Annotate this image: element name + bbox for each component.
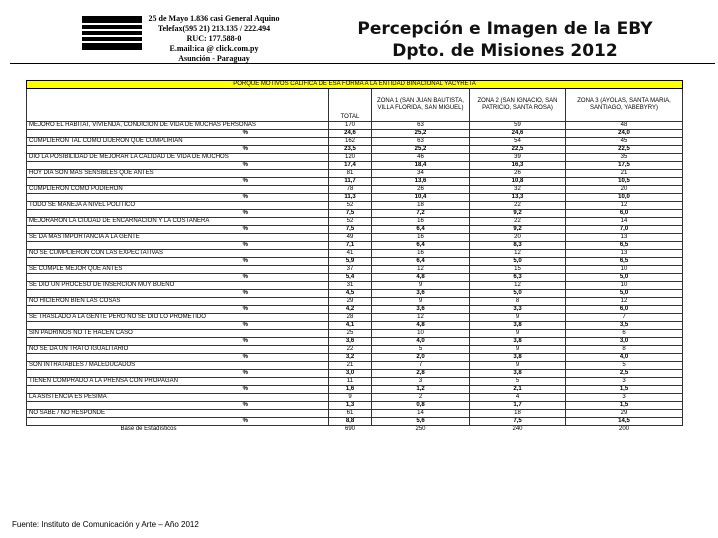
percent-cell: 3,3 <box>470 306 566 314</box>
percent-cell: 7,0 <box>566 226 683 234</box>
table-row <box>27 250 683 258</box>
count-cell: 78 <box>329 186 372 194</box>
row-label: CUMPLIERON TAL COMO DIJERON QUE CUMPLIRIAN <box>27 138 329 146</box>
row-label: SE DIO UN PROCESO DE INSERCION MUY BUENO <box>27 282 329 290</box>
count-cell: 10 <box>566 282 683 290</box>
percent-cell: 1,2 <box>372 386 470 394</box>
percent-cell: 22,5 <box>566 146 683 154</box>
title-line-1: Percepción e Imagen de la EBY <box>357 19 653 39</box>
count-cell: 35 <box>566 154 683 162</box>
table-row <box>27 122 683 130</box>
percent-cell: 13,6 <box>372 178 470 186</box>
count-cell: 45 <box>566 138 683 146</box>
title-line-2: Dpto. de Misiones 2012 <box>392 41 618 61</box>
row-label: NO HICIERON BIEN LAS COSAS <box>27 298 329 306</box>
percent-cell: 4,0 <box>566 354 683 362</box>
count-cell: 3 <box>566 378 683 386</box>
percent-cell: 4,8 <box>372 274 470 282</box>
header-empty-cell <box>27 89 329 122</box>
percent-cell: 9,2 <box>470 226 566 234</box>
count-cell: 61 <box>329 410 372 418</box>
count-cell: 46 <box>372 154 470 162</box>
count-cell: 22 <box>470 202 566 210</box>
row-label: NO SE DA UN TRATO IGUALITARIO <box>27 346 329 354</box>
table-row-percent <box>27 386 683 394</box>
table-row-percent <box>27 146 683 154</box>
count-cell: 59 <box>470 122 566 130</box>
table-banner: PORQUE MOTIVOS CALIFICA DE ESA FORMA A LA ENTIDAD BINACIONAL YACYRETA <box>27 81 683 89</box>
percent-cell: 5,4 <box>329 274 372 282</box>
count-cell: 20 <box>470 234 566 242</box>
table-row <box>27 346 683 354</box>
table-row <box>27 170 683 178</box>
count-cell: 20 <box>566 186 683 194</box>
percent-label: % <box>27 194 329 202</box>
row-label: NO SE CUMPLIERON CON LAS EXPECTATIVAS <box>27 250 329 258</box>
percent-cell: 6,4 <box>372 226 470 234</box>
table-row <box>27 394 683 402</box>
percent-cell: 4,0 <box>372 338 470 346</box>
percent-cell: 2,5 <box>566 370 683 378</box>
count-cell: 22 <box>470 218 566 226</box>
count-cell: 49 <box>329 234 372 242</box>
contact-city: Asunción - Paraguay <box>178 54 250 63</box>
count-cell: 9 <box>470 362 566 370</box>
percent-cell: 2,0 <box>372 354 470 362</box>
count-cell: 8 <box>566 346 683 354</box>
table-header-row <box>27 89 683 122</box>
table-row-percent <box>27 338 683 346</box>
table-row-percent <box>27 258 683 266</box>
count-cell: 12 <box>470 282 566 290</box>
percent-cell: 17,5 <box>566 162 683 170</box>
count-cell: 21 <box>329 362 372 370</box>
count-cell: 9 <box>470 346 566 354</box>
count-cell: 4 <box>470 394 566 402</box>
count-cell: 29 <box>329 298 372 306</box>
ica-logo <box>82 14 142 52</box>
count-cell: 14 <box>566 218 683 226</box>
table-row <box>27 298 683 306</box>
percent-cell: 5,0 <box>470 258 566 266</box>
table-row-percent <box>27 306 683 314</box>
percent-cell: 7,5 <box>470 418 566 426</box>
table-row-percent <box>27 130 683 138</box>
count-cell: 12 <box>372 314 470 322</box>
percent-cell: 6,3 <box>470 274 566 282</box>
count-cell: 48 <box>566 122 683 130</box>
table-row <box>27 410 683 418</box>
column-header-zona-1: ZONA 1 (SAN JUAN BAUTISTA, VILLA FLORIDA, SAN MIGUEL) <box>372 89 470 122</box>
count-cell: 5 <box>566 362 683 370</box>
count-cell: 16 <box>372 234 470 242</box>
count-cell: 170 <box>329 122 372 130</box>
count-cell: 18 <box>470 410 566 418</box>
percent-cell: 14,5 <box>566 418 683 426</box>
count-cell: 34 <box>372 170 470 178</box>
count-cell: 9 <box>470 330 566 338</box>
count-cell: 31 <box>329 282 372 290</box>
table-row-percent <box>27 402 683 410</box>
percent-cell: 10,5 <box>566 178 683 186</box>
count-cell: 22 <box>329 346 372 354</box>
count-cell: 13 <box>566 250 683 258</box>
count-cell: 54 <box>470 138 566 146</box>
count-cell: 41 <box>329 250 372 258</box>
table-row <box>27 218 683 226</box>
table-row-percent <box>27 226 683 234</box>
count-cell: 6 <box>566 330 683 338</box>
row-label: DIO LA POSIBILIDAD DE MEJORAR LA CALIDAD DE VIDA DE MUCHOS <box>27 154 329 162</box>
count-cell: 14 <box>372 410 470 418</box>
percent-cell: 10,4 <box>372 194 470 202</box>
table-row <box>27 202 683 210</box>
count-cell: 3 <box>372 378 470 386</box>
percent-cell: 22,5 <box>470 146 566 154</box>
percent-cell: 7,5 <box>329 210 372 218</box>
table-row-percent <box>27 242 683 250</box>
table-row <box>27 362 683 370</box>
percent-cell: 7,2 <box>372 210 470 218</box>
count-cell: 120 <box>329 154 372 162</box>
count-cell: 26 <box>372 186 470 194</box>
percent-cell: 10,0 <box>566 194 683 202</box>
count-cell: 9 <box>470 314 566 322</box>
count-cell: 21 <box>566 170 683 178</box>
count-cell: 13 <box>566 234 683 242</box>
base-cell: 200 <box>619 426 630 433</box>
percent-cell: 5,9 <box>329 258 372 266</box>
base-cell: 250 <box>415 426 426 433</box>
count-cell: 9 <box>329 394 372 402</box>
percent-cell: 5,0 <box>566 274 683 282</box>
percent-cell: 4,5 <box>329 290 372 298</box>
percent-label: % <box>27 322 329 330</box>
count-cell: 29 <box>566 410 683 418</box>
percent-cell: 25,2 <box>372 130 470 138</box>
count-cell: 11 <box>329 378 372 386</box>
percent-cell: 11,3 <box>329 194 372 202</box>
table-row-percent <box>27 322 683 330</box>
percent-label: % <box>27 338 329 346</box>
contact-block <box>144 14 284 64</box>
count-cell: 5 <box>372 346 470 354</box>
percent-label: % <box>27 370 329 378</box>
percent-cell: 1,5 <box>566 402 683 410</box>
count-cell: 52 <box>329 202 372 210</box>
page-title <box>300 18 710 62</box>
table-row-percent <box>27 162 683 170</box>
percent-cell: 3,8 <box>470 370 566 378</box>
percent-label: % <box>27 210 329 218</box>
column-header-zona-3: ZONA 3 (AYOLAS, SANTA MARIA, SANTIAGO, YABEBYRY) <box>566 89 683 122</box>
table-row-percent <box>27 274 683 282</box>
count-cell: 9 <box>372 282 470 290</box>
percent-label: % <box>27 162 329 170</box>
percent-label: % <box>27 386 329 394</box>
percent-cell: 18,4 <box>372 162 470 170</box>
count-cell: 25 <box>329 330 372 338</box>
results-table <box>26 80 683 433</box>
table-row <box>27 138 683 146</box>
count-cell: 5 <box>470 378 566 386</box>
percent-cell: 4,8 <box>372 322 470 330</box>
header-divider <box>10 63 715 64</box>
count-cell: 32 <box>470 186 566 194</box>
count-cell: 2 <box>372 394 470 402</box>
percent-cell: 0,8 <box>372 402 470 410</box>
count-cell: 3 <box>566 394 683 402</box>
percent-label: % <box>27 402 329 410</box>
count-cell: 28 <box>329 314 372 322</box>
base-row <box>27 426 683 434</box>
percent-cell: 3,8 <box>470 354 566 362</box>
count-cell: 12 <box>372 266 470 274</box>
count-cell: 39 <box>470 154 566 162</box>
table-row <box>27 186 683 194</box>
row-label: MEJORARON LA CIUDAD DE ENCARNACION Y LA COSTANERA <box>27 218 329 226</box>
percent-cell: 1,6 <box>329 386 372 394</box>
percent-cell: 1,7 <box>470 402 566 410</box>
base-cell: 240 <box>512 426 523 433</box>
percent-cell: 1,3 <box>329 402 372 410</box>
table-row-percent <box>27 370 683 378</box>
percent-cell: 3,6 <box>372 290 470 298</box>
count-cell: 10 <box>372 330 470 338</box>
percent-cell: 10,8 <box>470 178 566 186</box>
percent-cell: 6,5 <box>566 258 683 266</box>
count-cell: 8 <box>470 298 566 306</box>
column-header-total: TOTAL <box>329 89 372 122</box>
table-row <box>27 234 683 242</box>
row-label: HOY DIA SON MAS SENSIBLES QUE ANTES <box>27 170 329 178</box>
percent-label: % <box>27 306 329 314</box>
percent-cell: 6,4 <box>372 242 470 250</box>
row-label: SE DA MAS IMPORTANCIA A LA GENTE <box>27 234 329 242</box>
row-label: SIN PADRINOS NO TE HACEN CASO <box>27 330 329 338</box>
percent-cell: 3,8 <box>470 338 566 346</box>
percent-cell: 6,4 <box>372 258 470 266</box>
row-label: MEJORO EL HABITAT, VIVIENDA, CONDICION DE VIDA DE MUCHAS PERSONAS <box>27 122 329 130</box>
row-label: NO SABE / NO RESPONDE <box>27 410 329 418</box>
count-cell: 12 <box>566 298 683 306</box>
percent-cell: 23,5 <box>329 146 372 154</box>
table-row-percent <box>27 290 683 298</box>
percent-label: % <box>27 290 329 298</box>
row-label: SE CUMPLE MEJOR QUE ANTES <box>27 266 329 274</box>
row-label: CUMPLIERON COMO PUDIERON <box>27 186 329 194</box>
percent-cell: 24,6 <box>470 130 566 138</box>
source-note: Fuente: Instituto de Comunicación y Arte – Año 2012 <box>12 520 199 529</box>
percent-label: % <box>27 130 329 138</box>
percent-cell: 6,0 <box>566 210 683 218</box>
base-label: Base de Estadísticos <box>120 426 177 433</box>
percent-cell: 24,0 <box>566 130 683 138</box>
table-row <box>27 330 683 338</box>
count-cell: 10 <box>566 266 683 274</box>
table-row-percent <box>27 178 683 186</box>
percent-cell: 3,6 <box>372 306 470 314</box>
percent-cell: 3,2 <box>329 354 372 362</box>
contact-address: 25 de Mayo 1.836 casi General Aquino <box>148 14 280 23</box>
percent-label: % <box>27 226 329 234</box>
percent-cell: 1,5 <box>566 386 683 394</box>
count-cell: 12 <box>566 202 683 210</box>
count-cell: 162 <box>329 138 372 146</box>
percent-cell: 13,3 <box>470 194 566 202</box>
percent-cell: 3,0 <box>329 370 372 378</box>
percent-label: % <box>27 258 329 266</box>
count-cell: 9 <box>372 298 470 306</box>
percent-cell: 8,3 <box>470 242 566 250</box>
percent-label: % <box>27 242 329 250</box>
contact-ruc: RUC: 177.588-0 <box>186 34 242 43</box>
percent-cell: 3,0 <box>566 338 683 346</box>
base-cell: 690 <box>344 426 355 433</box>
percent-cell: 7,5 <box>329 226 372 234</box>
count-cell: 52 <box>329 218 372 226</box>
table-row <box>27 282 683 290</box>
percent-cell: 11,7 <box>329 178 372 186</box>
table-row-percent <box>27 354 683 362</box>
table-banner-row <box>27 81 683 89</box>
ica-logo-graphic <box>82 14 142 52</box>
percent-label: % <box>27 178 329 186</box>
row-label: SON INTRATABLES / MALEDUCADOS <box>27 362 329 370</box>
row-label: SE TRASLADO A LA GENTE PERO NO SE DIO LO PROMETIDO <box>27 314 329 322</box>
count-cell: 63 <box>372 122 470 130</box>
percent-label: % <box>27 274 329 282</box>
count-cell: 7 <box>566 314 683 322</box>
count-cell: 15 <box>470 266 566 274</box>
row-label: TIENEN COMPRADO A LA PRENSA CON PROPAGAN <box>27 378 329 386</box>
percent-label: % <box>27 354 329 362</box>
column-header-zona-2: ZONA 2 (SAN IGNACIO, SAN PATRICIO, SANTA ROSA) <box>470 89 566 122</box>
count-cell: 26 <box>470 170 566 178</box>
table-row <box>27 314 683 322</box>
contact-phone: Telefax(595 21) 213.135 / 222.494 <box>157 24 271 33</box>
count-cell: 63 <box>372 138 470 146</box>
row-label: TODO SE MANEJA A NIVEL POLITICO <box>27 202 329 210</box>
percent-cell: 25,2 <box>372 146 470 154</box>
percent-label: % <box>27 418 329 426</box>
count-cell: 12 <box>470 250 566 258</box>
percent-cell: 9,2 <box>470 210 566 218</box>
percent-cell: 5,0 <box>470 290 566 298</box>
table-row-percent <box>27 418 683 426</box>
count-cell: 18 <box>372 202 470 210</box>
percent-cell: 3,8 <box>470 322 566 330</box>
count-cell: 37 <box>329 266 372 274</box>
percent-cell: 16,3 <box>470 162 566 170</box>
percent-cell: 24,6 <box>329 130 372 138</box>
table-row <box>27 266 683 274</box>
contact-email: E.mail:ica @ click.com.py <box>169 44 259 53</box>
percent-cell: 6,5 <box>566 242 683 250</box>
percent-cell: 17,4 <box>329 162 372 170</box>
percent-cell: 8,8 <box>329 418 372 426</box>
percent-cell: 5,0 <box>566 290 683 298</box>
table-row <box>27 154 683 162</box>
percent-cell: 4,1 <box>329 322 372 330</box>
percent-cell: 2,8 <box>372 370 470 378</box>
table-row-percent <box>27 210 683 218</box>
percent-cell: 2,1 <box>470 386 566 394</box>
percent-label: % <box>27 146 329 154</box>
percent-cell: 4,2 <box>329 306 372 314</box>
count-cell: 7 <box>372 362 470 370</box>
percent-cell: 6,0 <box>566 306 683 314</box>
percent-cell: 3,6 <box>329 338 372 346</box>
row-label: LA ASISTENCIA ES PESIMA <box>27 394 329 402</box>
percent-cell: 5,6 <box>372 418 470 426</box>
table-row <box>27 378 683 386</box>
percent-cell: 3,5 <box>566 322 683 330</box>
count-cell: 16 <box>372 218 470 226</box>
count-cell: 16 <box>372 250 470 258</box>
table-row-percent <box>27 194 683 202</box>
count-cell: 81 <box>329 170 372 178</box>
percent-cell: 7,1 <box>329 242 372 250</box>
